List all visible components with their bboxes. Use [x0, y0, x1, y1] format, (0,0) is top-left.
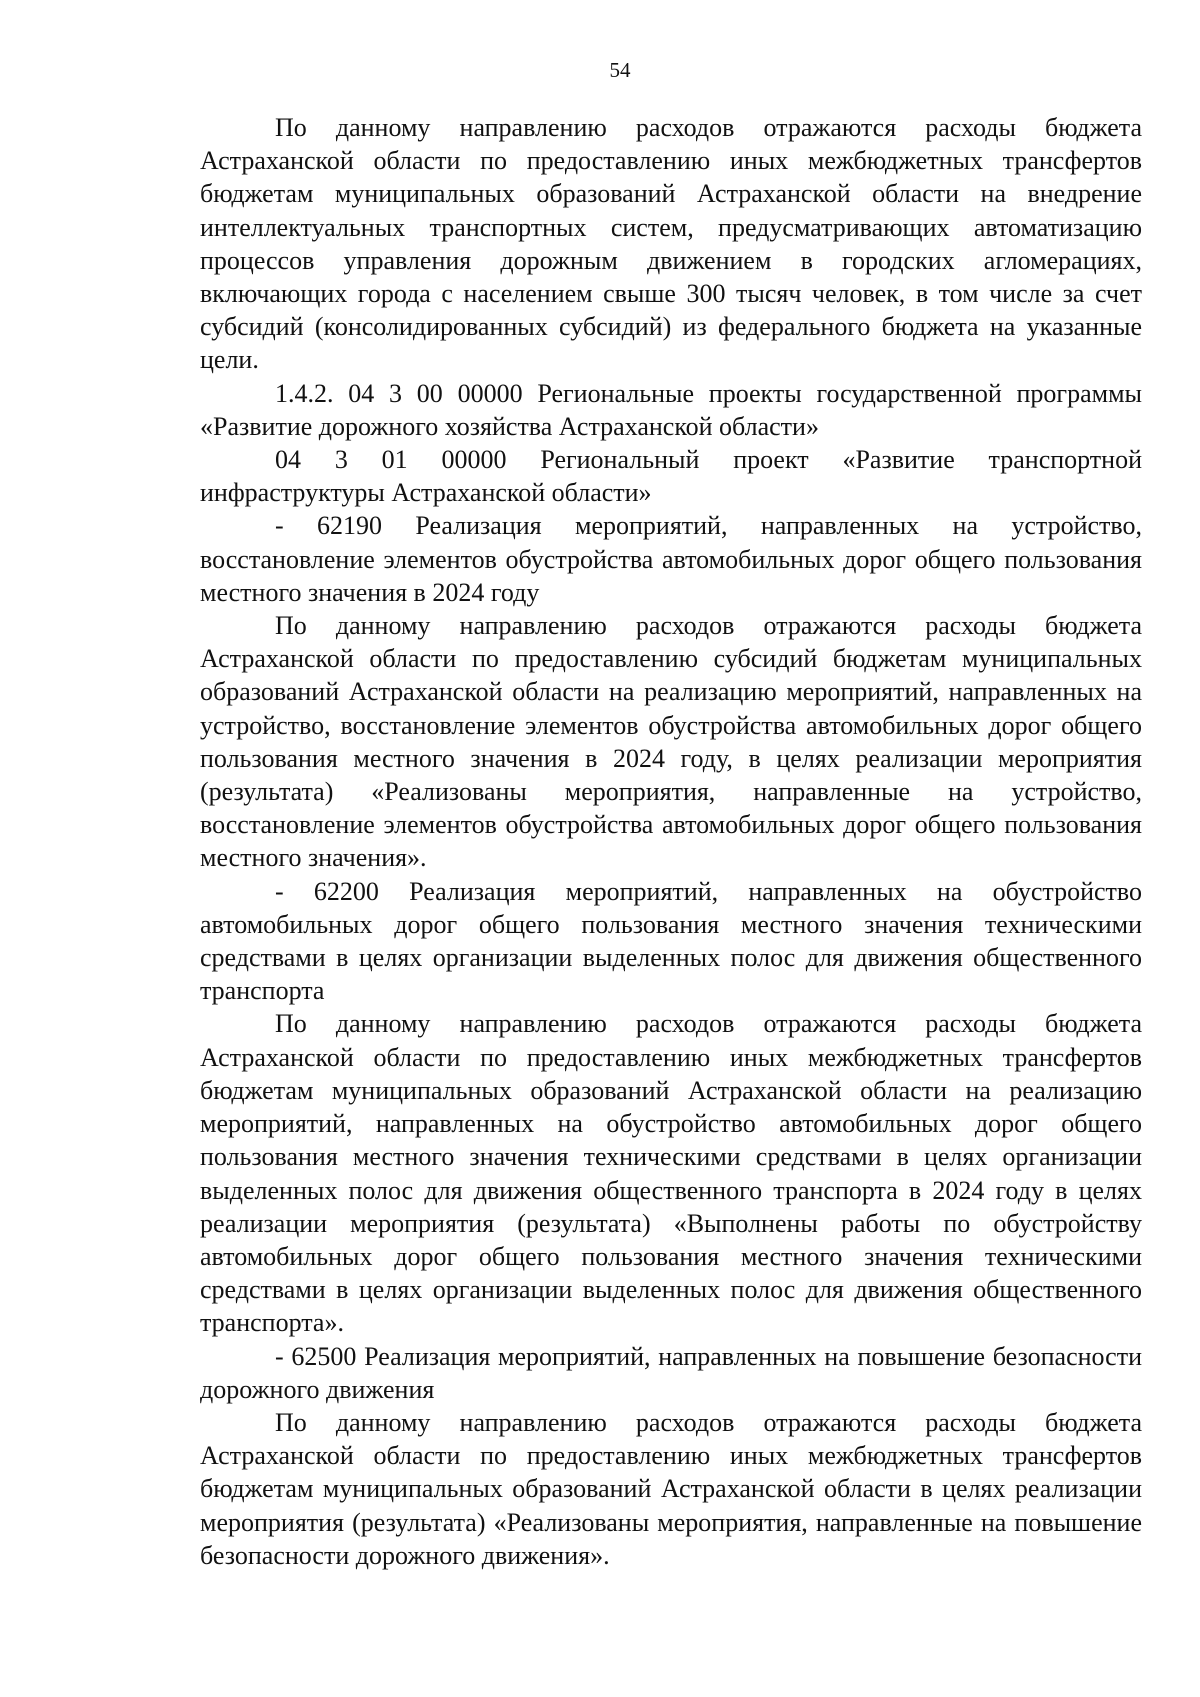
paragraph-code-62190: - 62190 Реализация мероприятий, направленных на устройство, восстановление элементов обустройства автомобильных дорог общего пользования местного значения в 2024 году	[200, 511, 1142, 607]
document-body	[200, 111, 1142, 1572]
paragraph-section-heading: 1.4.2. 04 3 00 00000 Региональные проекты государственной программы «Развитие дорожного хозяйства Астраханской области»	[200, 378, 1142, 441]
paragraph-expense-description: По данному направлению расходов отражаются расходы бюджета Астраханской области по предоставлению субсидий бюджетам муниципальных образований Астраханской области на реализацию мероприятий, направленных на устройство, восстановление элементов обустройства автомобильных дорог общего пользования местного значения в 2024 году, в целях реализации мероприятия (результата) «Реализованы мероприятия, направленные на устройство, восстановление элементов обустройства автомобильных дорог общего пользования местного значения».	[200, 611, 1142, 873]
paragraph-expense-description: По данному направлению расходов отражаются расходы бюджета Астраханской области по предоставлению иных межбюджетных трансфертов бюджетам муниципальных образований Астраханской области на внедрение интеллектуальных транспортных систем, предусматривающих автоматизацию процессов управления дорожным движением в городских агломерациях, включающих города с населением свыше 300 тысяч человек, в том числе за счет субсидий (консолидированных субсидий) из федерального бюджета на указанные цели.	[200, 113, 1142, 375]
paragraph-code-62500: - 62500 Реализация мероприятий, направленных на повышение безопасности дорожного движения	[200, 1341, 1142, 1404]
paragraph-code-62200: - 62200 Реализация мероприятий, направленных на обустройство автомобильных дорог общего пользования местного значения техническими средствами в целях организации выделенных полос для движения общественного транспорта	[200, 876, 1142, 1006]
paragraph-expense-description: По данному направлению расходов отражаются расходы бюджета Астраханской области по предоставлению иных межбюджетных трансфертов бюджетам муниципальных образований Астраханской области на реализацию мероприятий, направленных на обустройство автомобильных дорог общего пользования местного значения техническими средствами в целях организации выделенных полос для движения общественного транспорта в 2024 году в целях реализации мероприятия (результата) «Выполнены работы по обустройству автомобильных дорог общего пользования местного значения техническими средствами в целях организации выделенных полос для движения общественного транспорта».	[200, 1009, 1142, 1338]
paragraph-expense-description: По данному направлению расходов отражаются расходы бюджета Астраханской области по предоставлению иных межбюджетных трансфертов бюджетам муниципальных образований Астраханской области в целях реализации мероприятия (результата) «Реализованы мероприятия, направленные на повышение безопасности дорожного движения».	[200, 1407, 1142, 1570]
page-number: 54	[609, 58, 631, 82]
paragraph-project-heading: 04 3 01 00000 Региональный проект «Развитие транспортной инфраструктуры Астраханской области»	[200, 445, 1142, 508]
